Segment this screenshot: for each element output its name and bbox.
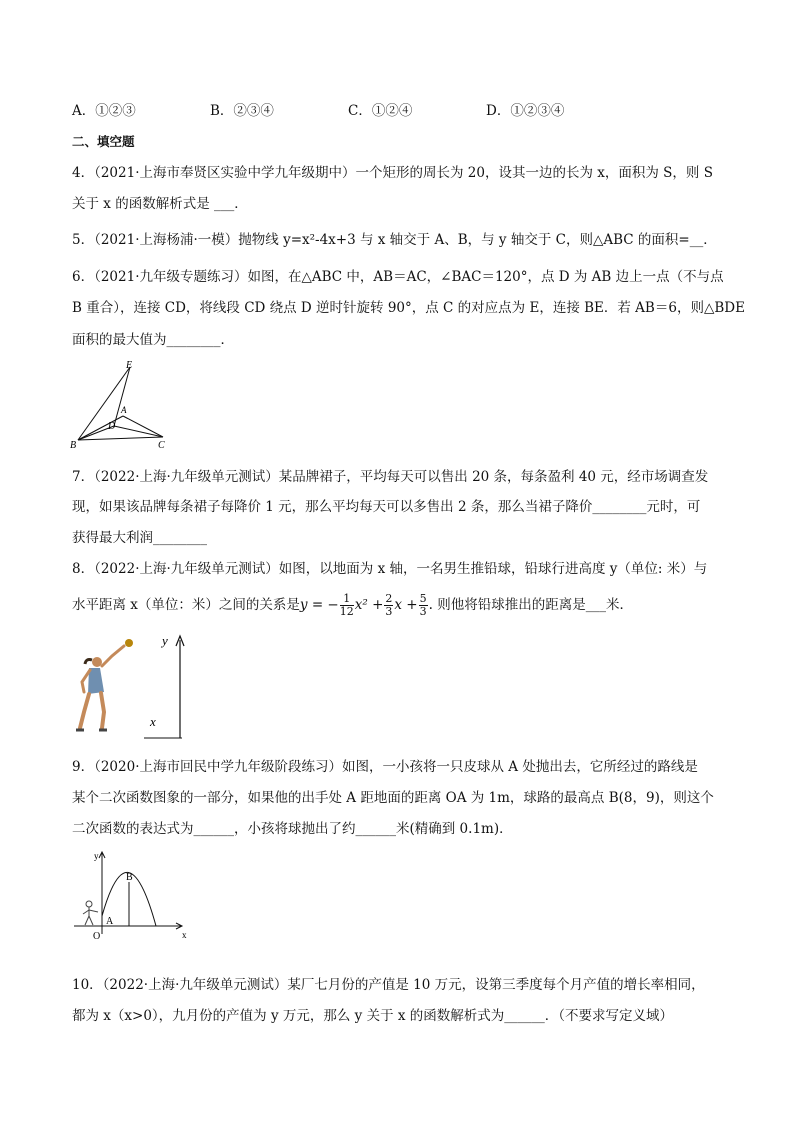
axis-y-label: y [94, 851, 99, 861]
athlete-icon [76, 639, 133, 730]
label-e: E [126, 360, 133, 371]
option-a: A．①②③ [72, 103, 136, 119]
axis-y-label: y [162, 633, 168, 648]
q6-line-2: B 重合），连接 CD，将线段 CD 绕点 D 逆时针旋转 90°，点 C 的对应点为 E，连接 BE．若 AB＝6，则△BDE [72, 300, 745, 316]
q6-line-3: 面积的最大值为________． [72, 332, 234, 348]
parabola-figure [72, 846, 192, 942]
point-b-label: B [126, 872, 133, 883]
q8-eq-y: y = − [299, 597, 339, 613]
q7-line-1: 7．（2022·上海·九年级单元测试）某品牌裙子，平均每天可以售出 20 条，每条盈利 40 元，经市场调查发 [72, 469, 709, 485]
q4-line-1: 4．（2021·上海市奉贤区实验中学九年级期中）一个矩形的周长为 20，设其一边的长为 x，面积为 S，则 S [72, 165, 713, 181]
q8-eq-x2: x² + [354, 597, 384, 613]
fraction-2-den: 3 [385, 605, 393, 618]
q10-line-2: 都为 x（x>0），九月份的产值为 y 万元，那么 y 关于 x 的函数解析式为______．（不要求写定义域） [72, 1008, 674, 1024]
section-heading: 二、填空题 [72, 134, 135, 149]
label-b: B [70, 440, 77, 450]
origin-label: O [93, 931, 101, 942]
fraction-3 [419, 593, 428, 618]
axis-x-label: x [182, 930, 187, 940]
label-d: D [108, 421, 116, 432]
q4-line-2: 关于 x 的函数解析式是 ___． [72, 196, 248, 212]
option-b: B．②③④ [210, 103, 274, 119]
shotput-figure [72, 630, 197, 742]
q10-line-1: 10．（2022·上海·九年级单元测试）某厂七月份的产值是 10 万元，设第三季度每个月产值的增长率相同， [72, 977, 705, 993]
q8-eq-x: x + [394, 597, 418, 613]
fraction-2 [384, 593, 393, 618]
label-c: C [158, 440, 165, 450]
point-a-label: A [106, 916, 114, 927]
axis-x-label: x [150, 714, 156, 729]
option-c: C．①②④ [348, 103, 413, 119]
q9-line-2: 某个二次函数图象的一部分，如果他的出手处 A 距地面的距离 OA 为 1m，球路的最高点 B(8，9)，则这个 [72, 790, 714, 806]
triangle-figure [68, 358, 178, 450]
fraction-1 [340, 593, 354, 618]
q9-line-1: 9．（2020·上海市回民中学九年级阶段练习）如图，一小孩将一只皮球从 A 处抛出去，它所经过的路线是 [72, 759, 698, 775]
fraction-1-den: 12 [339, 605, 354, 618]
q7-line-3: 获得最大利润________ [72, 530, 207, 546]
fraction-2-num: 2 [385, 592, 393, 605]
fraction-3-num: 5 [419, 592, 427, 605]
fraction-1-num: 1 [340, 593, 354, 606]
label-a: A [121, 405, 127, 415]
q6-line-1: 6．（2021·九年级专题练习）如图，在△ABC 中，AB＝AC，∠BAC＝120°，点 D 为 AB 边上一点（不与点 [72, 269, 724, 285]
option-d: D．①②③④ [486, 103, 565, 119]
q7-line-2: 现，如果该品牌每条裙子每降价 1 元，那么平均每天可以多售出 2 条，那么当裙子降价________元时，可 [72, 499, 701, 515]
q8-text-post: . 则他将铅球推出的距离是___米． [428, 597, 633, 613]
q8-line-1: 8．（2022·上海·九年级单元测试）如图，以地面为 x 轴，一名男生推铅球，铅球行进高度 y（单位: 米）与 [72, 561, 708, 577]
q9-line-3: 二次函数的表达式为______，小孩将球抛出了约______米(精确到 0.1m)． [72, 821, 513, 837]
q5-line-1: 5．（2021·上海杨浦·一模）抛物线 y=x²-4x+3 与 x 轴交于 A、B，与 y 轴交于 C，则△ABC 的面积=__． [72, 232, 717, 248]
q8-text-pre: 水平距离 x（单位：米）之间的关系是 [72, 597, 300, 613]
q8-line-2 [72, 592, 633, 618]
fraction-3-den: 3 [419, 605, 427, 618]
child-icon [83, 901, 98, 925]
